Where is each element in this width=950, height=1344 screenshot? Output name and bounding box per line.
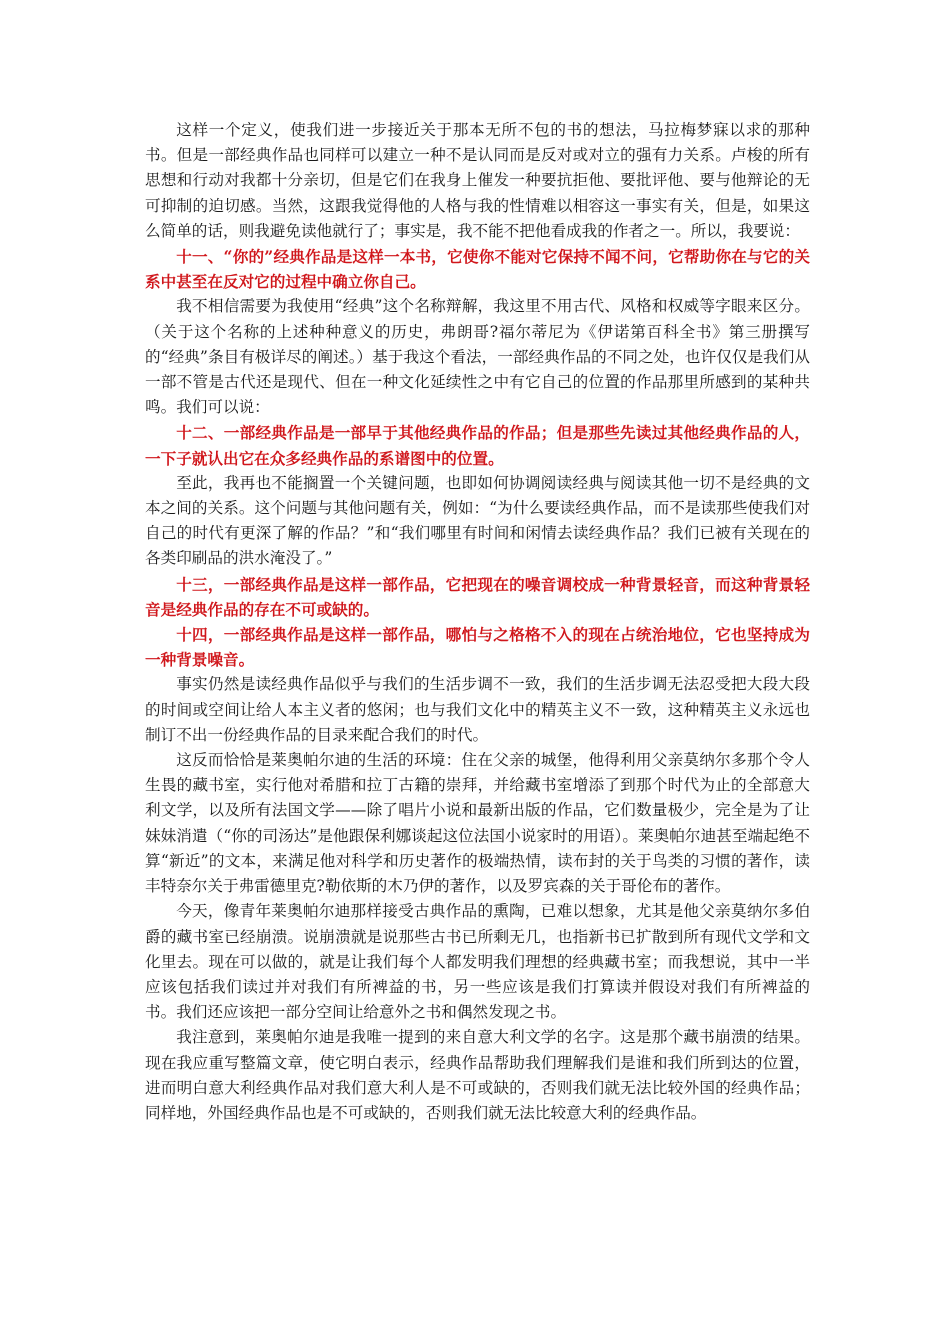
- highlighted-definition: 十三，一部经典作品是这样一部作品，它把现在的噪音调校成一种背景轻音，而这种背景轻音是经典作品的存在不可或缺的。: [145, 574, 810, 619]
- body-paragraph: 这样一个定义，使我们进一步接近关于那本无所不包的书的想法，马拉梅梦寐以求的那种书。但是一部经典作品也同样可以建立一种不是认同而是反对或对立的强有力关系。卢梭的所有思想和行动对我都十分亲切，但是它们在我身上催发一种要抗拒他、要批评他、要与他辩论的无可抑制的迫切感。当然，这跟我觉得他的人格与我的性情难以相容这一事实有关，但是，如果这么简单的话，则我避免读他就行了；事实是，我不能不把他看成我的作者之一。所以，我要说：: [145, 121, 810, 240]
- body-paragraph: 我注意到，莱奥帕尔迪是我唯一提到的来自意大利文学的名字。这是那个藏书崩溃的结果。现在我应重写整篇文章，使它明白表示，经典作品帮助我们理解我们是谁和我们所到达的位置，进而明白意大利经典作品对我们意大利人是不可或缺的，否则我们就无法比较外国的经典作品；同样地，外国经典作品也是不可或缺的，否则我们就无法比较意大利的经典作品。: [145, 1028, 810, 1122]
- body-paragraph: 事实仍然是读经典作品似乎与我们的生活步调不一致，我们的生活步调无法忍受把大段大段的时间或空间让给人本主义者的悠闲；也与我们文化中的精英主义不一致，这种精英主义永远也制订不出一份经典作品的目录来配合我们的时代。: [145, 675, 810, 744]
- highlighted-definition: 十一、“你的”经典作品是这样一本书，它使你不能对它保持不闻不问，它帮助你在与它的关系中甚至在反对它的过程中确立你自己。: [145, 247, 810, 292]
- highlighted-definition: 十二、一部经典作品是一部早于其他经典作品的作品；但是那些先读过其他经典作品的人，一下子就认出它在众多经典作品的系谱图中的位置。: [145, 423, 810, 468]
- body-paragraph: 今天，像青年莱奥帕尔迪那样接受古典作品的熏陶，已难以想象，尤其是他父亲莫纳尔多伯爵的藏书室已经崩溃。说崩溃就是说那些古书已所剩无几，也指新书已扩散到所有现代文学和文化里去。现在可以做的，就是让我们每个人都发明我们理想的经典藏书室；而我想说，其中一半应该包括我们读过并对我们有所裨益的书，另一些应该是我们打算读并假设对我们有所裨益的书。我们还应该把一部分空间让给意外之书和偶然发现之书。: [145, 902, 810, 1022]
- body-paragraph: 至此，我再也不能搁置一个关键问题，也即如何协调阅读经典与阅读其他一切不是经典的文本之间的关系。这个问题与其他问题有关，例如：“为什么要读经典作品，而不是读那些使我们对自己的时代有更深了解的作品？”和“我们哪里有时间和闲情去读经典作品？我们已被有关现在的各类印刷品的洪水淹没了。”: [145, 473, 810, 568]
- body-paragraph: 这反而恰恰是莱奥帕尔迪的生活的环境：住在父亲的城堡，他得利用父亲莫纳尔多那个令人生畏的藏书室，实行他对希腊和拉丁古籍的崇拜，并给藏书室增添了到那个时代为止的全部意大利文学，以及所有法国文学——除了唱片小说和最新出版的作品，它们数量极少，完全是为了让妹妹消遣（“你的司汤达”是他跟保利娜谈起这位法国小说家时的用语）。莱奥帕尔迪甚至端起绝不算“新近”的文本，来满足他对科学和历史著作的极端热情，读布封的关于鸟类的习惯的著作，读丰特奈尔关于弗雷德里克?勒依斯的木乃伊的著作，以及罗宾森的关于哥伦布的著作。: [145, 751, 810, 896]
- body-paragraph: 我不相信需要为我使用“经典”这个名称辩解，我这里不用古代、风格和权威等字眼来区分。（关于这个名称的上述种种意义的历史，弗朗哥?福尔蒂尼为《伊诺第百科全书》第三册撰写的“经典”条目有极详尽的阐述。）基于我这个看法，一部经典作品的不同之处，也许仅仅是我们从一部不管是古代还是现代、但在一种文化延续性之中有它自己的位置的作品那里所感到的某种共鸣。我们可以说：: [145, 297, 810, 417]
- document-page: [145, 118, 810, 1126]
- highlighted-definition: 十四，一部经典作品是这样一部作品，哪怕与之格格不入的现在占统治地位，它也坚持成为一种背景噪音。: [145, 625, 810, 670]
